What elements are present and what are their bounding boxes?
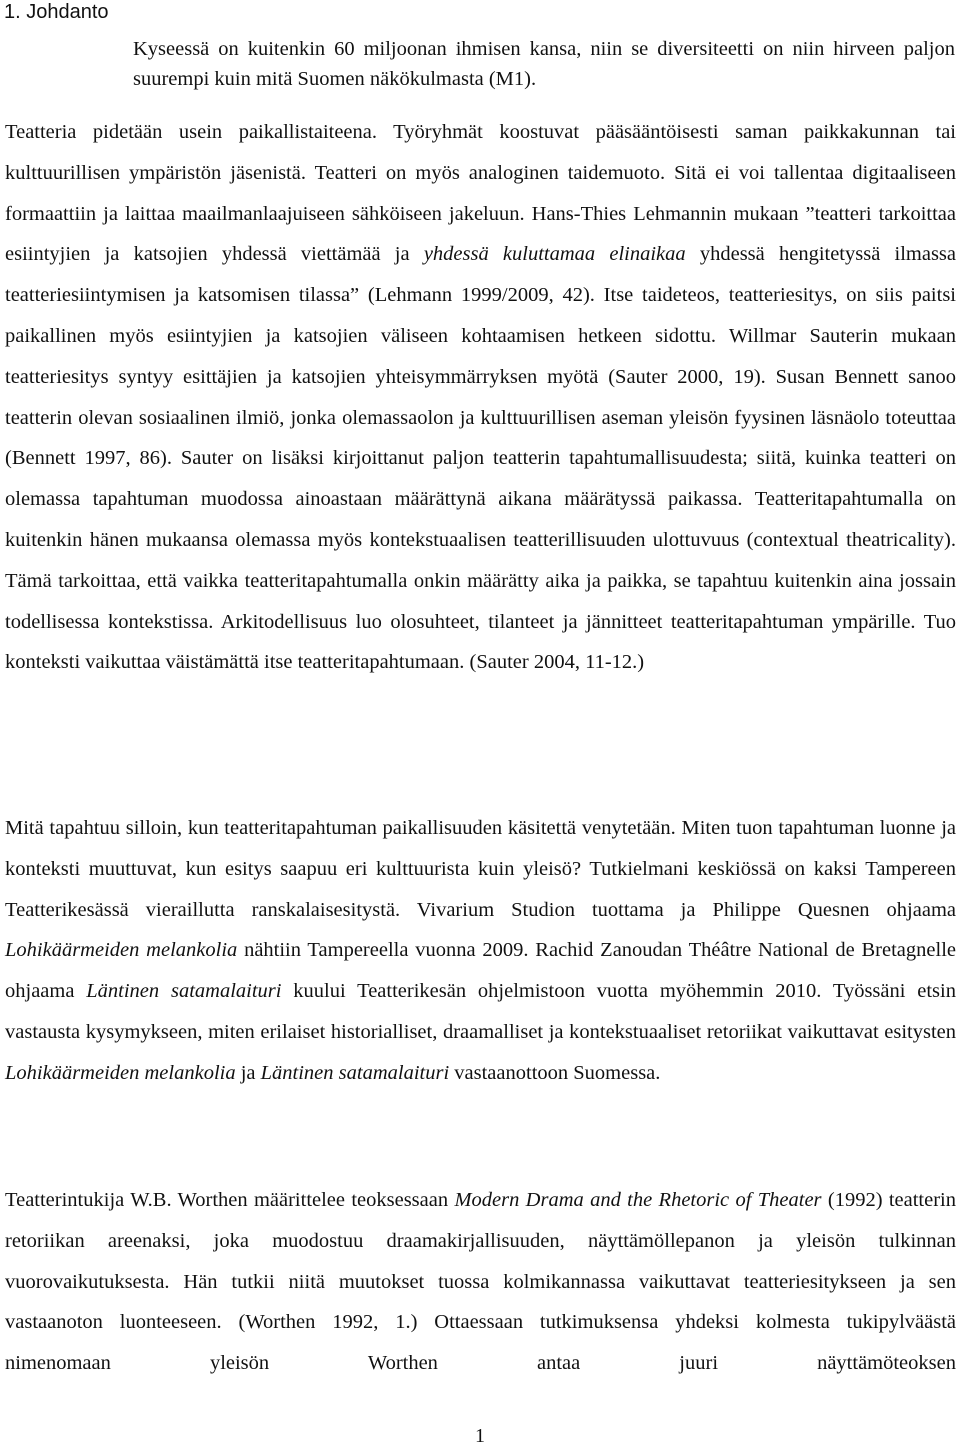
paragraph-2-part-c: kuului Teatterikesän ohjelmistoon vuotta myöhemmin 2010. Työssäni etsin vastausta kysymykseen, miten erilaiset historialliset, draamalliset ja kontekstuaaliset retoriikat vaikuttavat esitysten: [5, 980, 956, 1043]
paragraph-2-part-a: Mitä tapahtuu silloin, kun teatteritapahtuman paikallisuuden käsitettä venytetään. Miten tuon tapahtuman luonne ja konteksti muuttuvat, kun esitys saapuu eri kulttuurista kuin yleisö? Tutkielmani keskiössä on kaksi Tampereen Teatterikesässä vieraillutta ranskalaisesitystä. Vivarium Studion tuottama ja Philippe Quesnen ohjaama: [5, 817, 956, 921]
paragraph-2-part-b: nähtiin Tampereella vuonna 2009. Rachid Zanoudan Théâtre National de Bretagnelle ohjaama: [5, 939, 956, 1003]
work-title: Läntinen satamalaituri: [260, 1061, 450, 1084]
block-quote: Kyseessä on kuitenkin 60 miljoonan ihmisen kansa, niin se diversiteetti on niin hirveen paljon suurempi kuin mitä Suomen näkökulmasta (M1).: [133, 38, 955, 90]
page-number: 1: [475, 1425, 485, 1447]
book-title: Modern Drama and the Rhetoric of Theater: [454, 1189, 822, 1211]
paragraph-3-text: [5, 1180, 956, 1384]
paragraph-2-text: [5, 808, 956, 1094]
paragraph-1-part-b: yhdessä hengitetyssä ilmassa teatteriesiintymisen ja katsomisen tilassa” (Lehmann 1999/2009, 42). Itse taideteos, teatteriesitys, on siis paitsi paikallinen myös esiintyjien ja katsojien väliseen kohtaamisen hetkeen sidottu. Willmar Sauterin mukaan teatteriesitys syntyy esittäjien ja katsojien yhteisymmärryksen myötä (Sauter 2000, 19). Susan Bennett sanoo teatterin olevan sosiaalinen ilmiö, jonka olemassaolon ja kulttuurillisen aseman yleisön fyysinen läsnäolo toteuttaa (Bennett 1997, 86). Sauter on lisäksi kirjoittanut paljon teatterin tapahtumallisuudesta; siitä, kuinka teatteri on olemassa tapahtuman muodossa ainoastaan määrättynä aikana määrätyssä paikassa. Teatteritapahtumalla on kuitenkin hänen mukaansa olemassa myös kontekstuaalisen teatterillisuuden ulottuvuus (contextual theatricality). Tämä tarkoittaa, että vaikka teatteritapahtumalla onkin määrätty aika ja paikka, se tapahtuu kuitenkin aina jossain todellisessa kontekstissa. Arkitodellisuus luo olosuhteet, tilanteet ja jännitteet teatteritapahtuman ympärille. Tuo konteksti vaikuttaa väistämättä itse teatteritapahtumaan. (Sauter 2004, 11-12.): [5, 243, 956, 674]
work-title: Lohikäärmeiden melankolia: [5, 939, 238, 962]
paragraph-3-part-a: Teatterintukija W.B. Worthen määrittelee teoksessaan: [5, 1189, 455, 1211]
paragraph-1-text: [5, 112, 956, 683]
chapter-heading: 1. Johdanto: [4, 1, 109, 23]
paragraph-2-part-e: vastaanottoon Suomessa.: [449, 1061, 661, 1084]
paragraph-1: [5, 112, 956, 683]
work-title: Lohikäärmeiden melankolia: [5, 1061, 236, 1084]
paragraph-3: [5, 1180, 956, 1384]
work-title: Läntinen satamalaituri: [86, 980, 282, 1003]
paragraph-1-italic: yhdessä kuluttamaa elinaikaa: [423, 243, 686, 266]
paragraph-1-part-a: Teatteria pidetään usein paikallistaiteena. Työryhmät koostuvat pääsääntöisesti saman paikkakunnan tai kulttuurillisen ympäristön jäsenistä. Teatteri on myös analoginen taidemuoto. Sitä ei voi tallentaa digitaaliseen formaattiin ja laittaa maailmanlaajuiseen sähköiseen jakeluun. Hans-Thies Lehmannin mukaan ”teatteri tarkoittaa esiintyjien ja katsojien yhdessä viettämää ja: [5, 121, 956, 266]
paragraph-2: [5, 808, 956, 1094]
paragraph-3-part-b: (1992) teatterin retoriikan areenaksi, joka muodostuu draamakirjallisuuden, näyttämöllepanon ja yleisön tulkinnan vuorovaikutuksesta. Hän tutkii niitä muutokset tuossa kolmikannassa vaikuttavat teatteriesitykseen ja sen vastaanoton luonteeseen. (Worthen 1992, 1.) Ottaessaan tutkimuksensa yhdeksi kolmesta tukipylväästä nimenomaan yleisön Worthen antaa juuri näyttämöteoksen: [5, 1189, 957, 1375]
paragraph-2-part-d: ja: [235, 1061, 261, 1084]
